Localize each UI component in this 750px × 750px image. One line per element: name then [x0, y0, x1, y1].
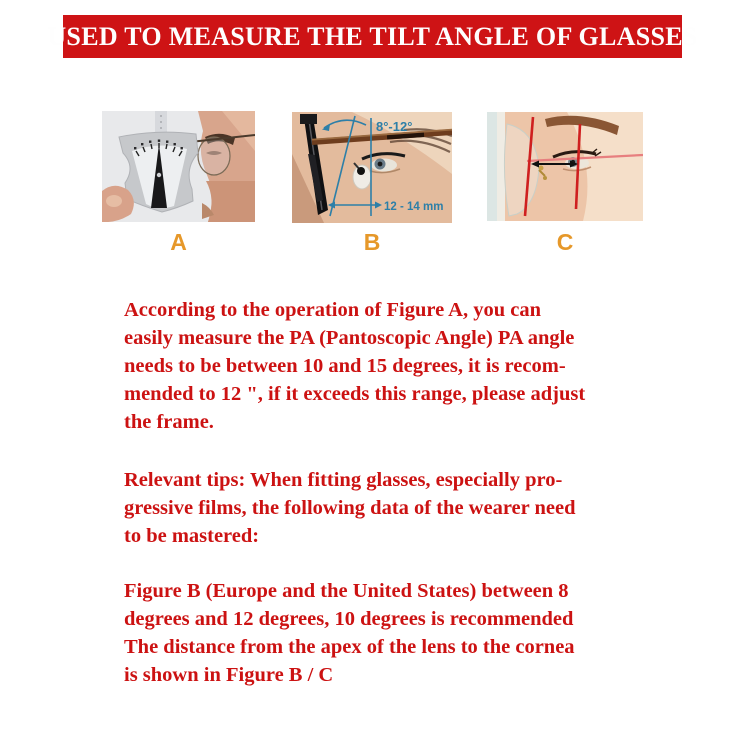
text-line: degrees and 12 degrees, 10 degrees is recommended: [124, 608, 574, 630]
paragraph-relevant-tips: [124, 466, 644, 550]
figure-c-illustration: [487, 112, 643, 221]
text-line: to be mastered:: [124, 525, 260, 547]
text-line: The distance from the apex of the lens to the cornea: [124, 636, 575, 658]
banner-title: USED TO MEASURE THE TILT ANGLE OF GLASSES: [47, 21, 698, 51]
text-line: easily measure the PA (Pantoscopic Angle) PA angle: [124, 327, 575, 349]
figure-c-photo: [487, 112, 643, 221]
figure-c-label: C: [556, 229, 574, 255]
paragraph-figure-b-c: [124, 577, 644, 689]
figure-a-illustration: [102, 111, 255, 222]
glasses-lens: [198, 137, 230, 175]
banner: [47, 15, 698, 58]
figure-a-label: A: [170, 229, 187, 255]
text-line: Relevant tips: When fitting glasses, especially pro-: [124, 469, 563, 491]
text-line: mended to 12 ", if it exceeds this range, please adjust: [124, 383, 586, 405]
gauge-pivot: [157, 173, 161, 177]
figure-b-label: B: [363, 229, 381, 255]
distance-annotation-label: 12 - 14 mm: [384, 201, 444, 213]
figure-b-photo: [292, 112, 452, 223]
text-line: the frame.: [124, 411, 214, 433]
background-strip: [487, 112, 497, 221]
figure-a-photo: [102, 111, 255, 222]
text-line: is shown in Figure B / C: [124, 664, 334, 686]
text-line: needs to be between 10 and 15 degrees, it is recom-: [124, 355, 566, 377]
description-text: [124, 296, 644, 689]
text-line: Figure B (Europe and the United States) between 8: [124, 580, 569, 602]
text-line: gressive films, the following data of the wearer need: [124, 497, 576, 519]
text-line: According to the operation of Figure A, you can: [124, 299, 541, 321]
paragraph-pantoscopic-angle: [124, 296, 644, 436]
figure-b-illustration: [292, 112, 452, 223]
angle-annotation-label: 8°-12°: [376, 119, 413, 134]
